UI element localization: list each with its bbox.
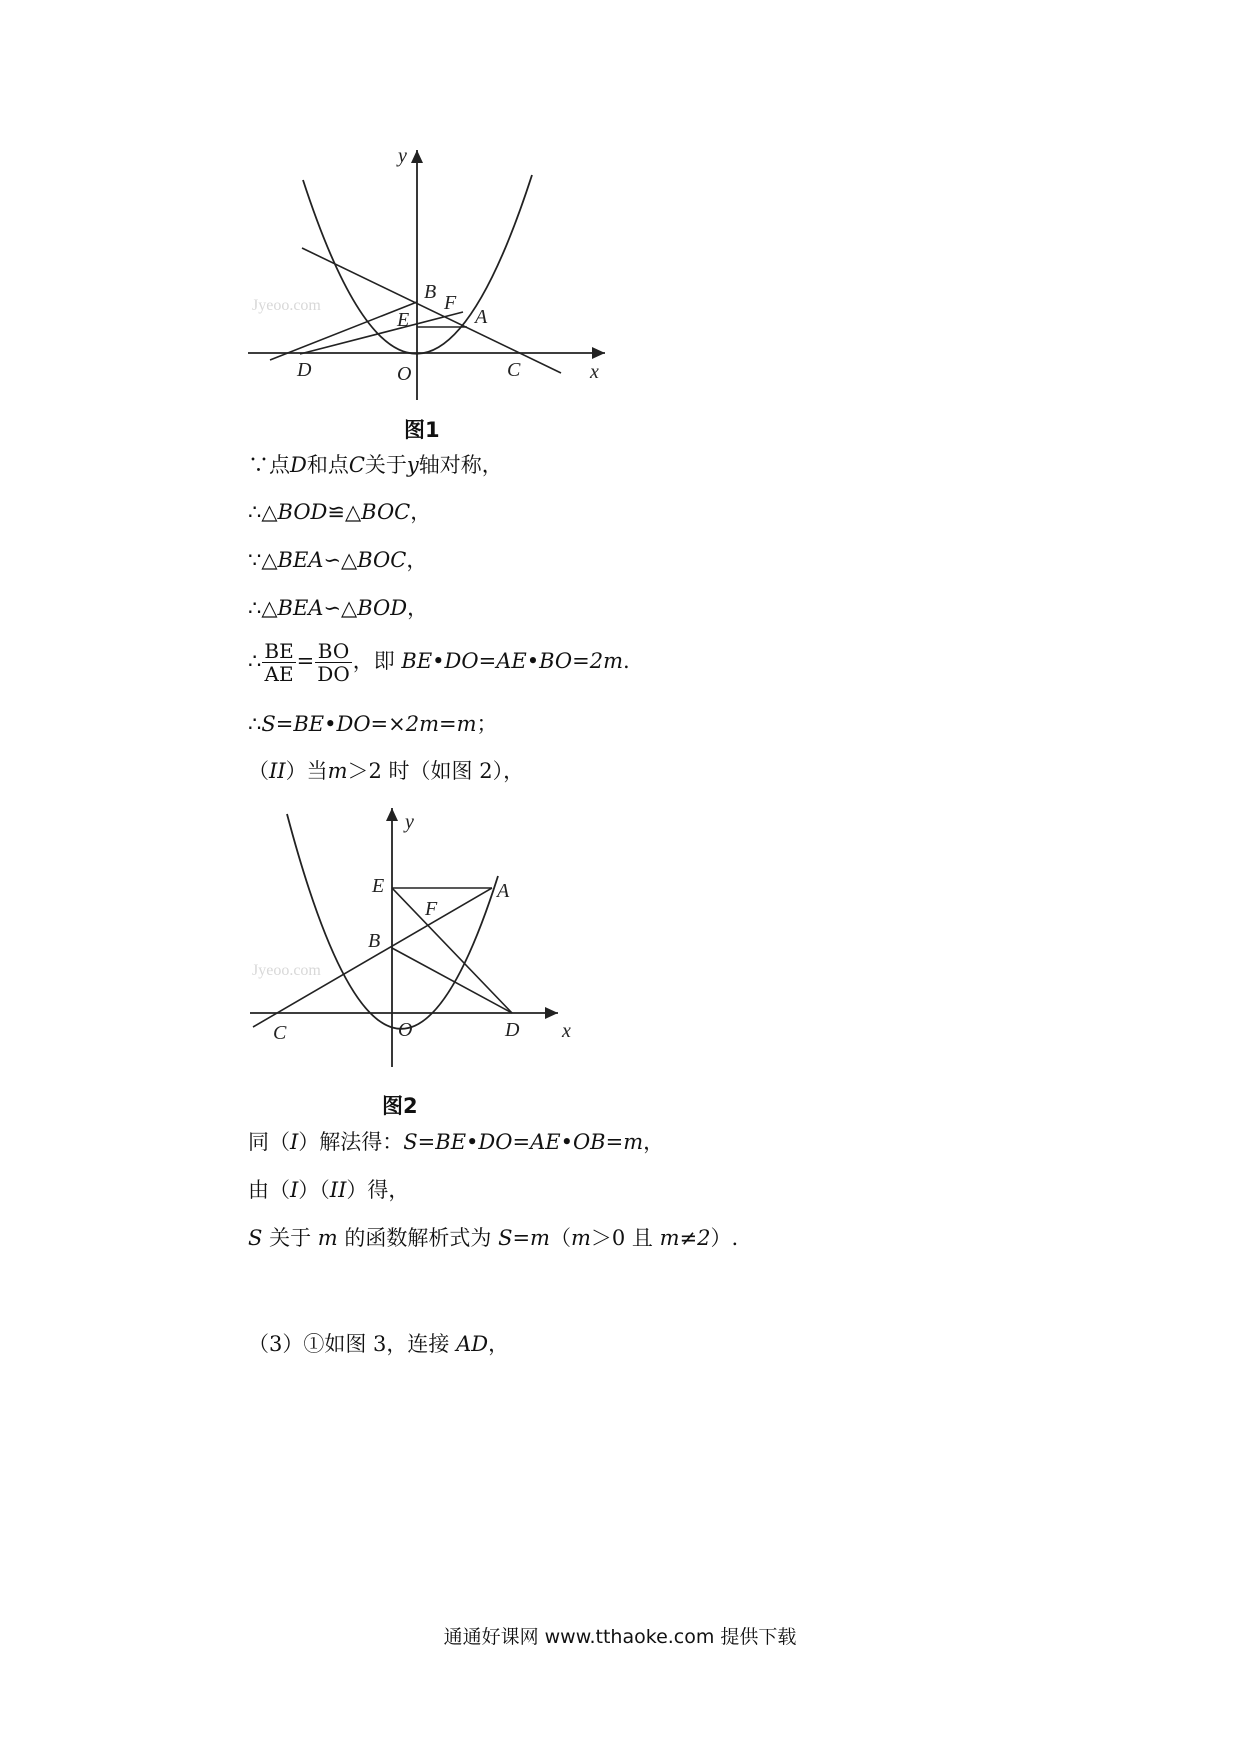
line-bc: [302, 248, 561, 373]
y-axis-arrow: [386, 808, 398, 821]
watermark: Jyeoo.com: [252, 962, 321, 979]
label-o: O: [397, 363, 412, 385]
label-x: x: [562, 1020, 571, 1042]
label-e: E: [372, 875, 385, 897]
label-y: y: [405, 811, 414, 833]
line-11: （3）①如图 3，连接 AD，: [248, 1332, 510, 1356]
label-x: x: [590, 361, 599, 383]
label-o: O: [398, 1019, 413, 1041]
line-7: （II）当m＞2 时（如图 2），: [248, 759, 525, 783]
line-bd: [392, 948, 512, 1013]
fraction-bo-do: $\frac{BO}{DO}$: [317, 639, 350, 686]
label-a: A: [497, 880, 510, 902]
label-d: D: [505, 1019, 520, 1041]
label-f: F: [444, 292, 457, 314]
label-y: y: [398, 145, 407, 167]
line-3: ∵△BEA∽△BOC，: [248, 548, 428, 572]
line-1: ∵点D和点C关于y轴对称，: [248, 453, 503, 477]
fraction-be-ae: $\frac{BE}{AE}$: [264, 639, 294, 686]
line-4: ∴△BEA∽△BOD，: [248, 596, 429, 620]
line-ca: [253, 888, 492, 1027]
x-axis-arrow: [545, 1007, 558, 1019]
y-axis-arrow: [411, 150, 423, 163]
line-10: S 关于 m 的函数解析式为 S=m（m＞0 且 m≠2）.: [248, 1226, 739, 1250]
line-5: ∴ $\frac{BE}{AE}$ = $\frac{BO}{DO}$ ，即 BE•DO=AE•BO=2m.: [248, 639, 630, 686]
label-c: C: [273, 1022, 287, 1044]
line-ed: [392, 888, 512, 1013]
label-c: C: [507, 359, 521, 381]
figure-1: [240, 140, 620, 415]
figure-2: [240, 800, 580, 1075]
label-d: D: [297, 359, 312, 381]
line-9: 由（I）（II）得，: [248, 1178, 410, 1202]
label-e: E: [397, 309, 410, 331]
watermark: Jyeoo.com: [252, 297, 321, 314]
line-8: 同（I）解法得：S=BE•DO=AE•OB=m，: [248, 1130, 665, 1154]
line-6: ∴S=BE•DO=×2m=m；: [248, 712, 498, 736]
x-axis-arrow: [592, 347, 605, 359]
label-b: B: [368, 930, 381, 952]
label-b: B: [424, 281, 437, 303]
label-f: F: [425, 898, 438, 920]
figure-1-caption: 图1: [404, 418, 440, 442]
figure-2-caption: 图2: [382, 1094, 418, 1118]
label-a: A: [475, 306, 488, 328]
line-2: ∴△BOD≌△BOC，: [248, 500, 432, 524]
page-footer: 通通好课网 www.tthaoke.com 提供下载: [443, 1626, 797, 1648]
